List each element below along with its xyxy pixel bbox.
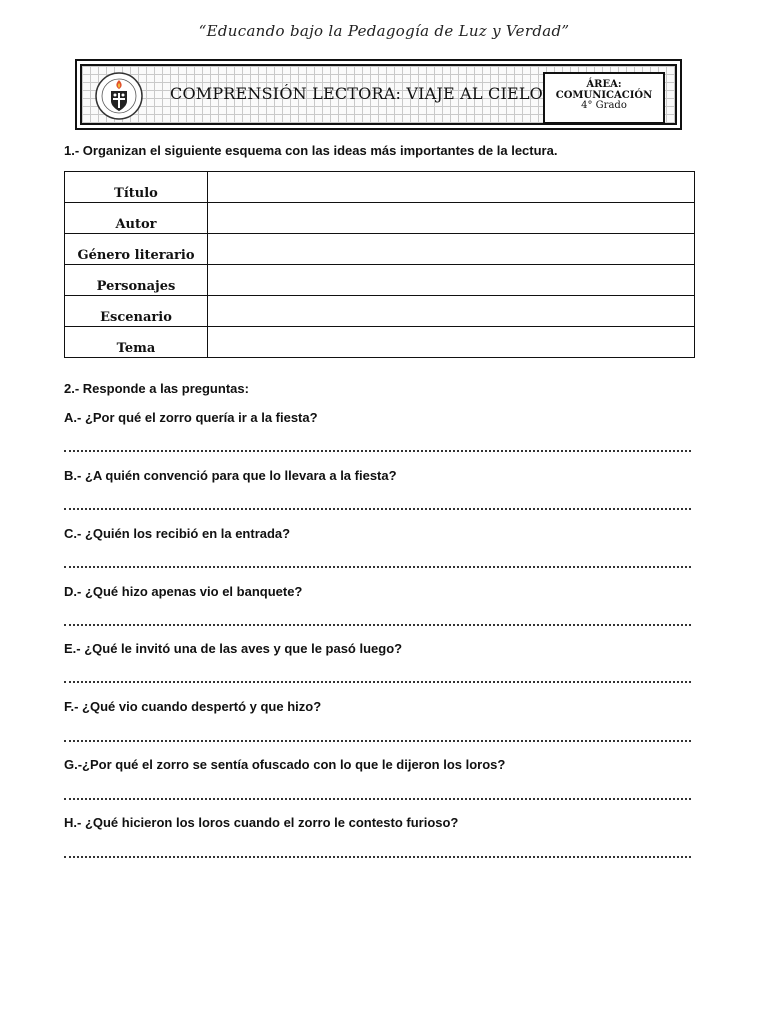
header-grid-panel — [80, 64, 677, 125]
school-motto: “Educando bajo la Pedagogía de Luz y Verdad” — [198, 22, 570, 40]
table-row — [65, 265, 695, 296]
section1-title: 1.- Organizan el siguiente esquema con las ideas más importantes de la lectura. — [64, 143, 558, 158]
table-row — [65, 327, 695, 358]
grade-label: 4° Grado — [581, 100, 627, 111]
worksheet-header — [75, 59, 682, 130]
worksheet-title: COMPRENSIÓN LECTORA: VIAJE AL CIELO — [170, 84, 543, 103]
question-c: C.- ¿Quién los recibió en la entrada? — [64, 526, 291, 541]
row-label-tema: Tema — [65, 327, 208, 358]
answer-line-f[interactable] — [64, 734, 691, 742]
table-row — [65, 203, 695, 234]
table-row — [65, 172, 695, 203]
area-value: COMUNICACIÓN — [555, 89, 653, 101]
answer-line-g[interactable] — [64, 792, 691, 800]
section2-title: 2.- Responde a las preguntas: — [64, 381, 249, 396]
question-b: B.- ¿A quién convenció para que lo llevara a la fiesta? — [64, 468, 397, 483]
reading-schema-table — [64, 171, 695, 358]
school-crest-icon — [94, 71, 144, 121]
area-box — [543, 72, 665, 124]
row-label-titulo: Título — [65, 172, 208, 203]
row-label-personajes: Personajes — [65, 265, 208, 296]
question-g: G.-¿Por qué el zorro se sentía ofuscado con lo que le dijeron los loros? — [64, 757, 506, 772]
area-label: ÁREA: — [586, 79, 622, 90]
answer-line-e[interactable] — [64, 675, 691, 683]
question-h: H.- ¿Qué hicieron los loros cuando el zorro le contesto furioso? — [64, 815, 459, 830]
answer-line-h[interactable] — [64, 850, 691, 858]
row-answer-titulo[interactable] — [208, 172, 695, 203]
row-answer-personajes[interactable] — [208, 265, 695, 296]
table-row — [65, 234, 695, 265]
answer-line-c[interactable] — [64, 560, 691, 568]
row-answer-genero[interactable] — [208, 234, 695, 265]
row-answer-tema[interactable] — [208, 327, 695, 358]
answer-line-b[interactable] — [64, 502, 691, 510]
table-row — [65, 296, 695, 327]
row-answer-autor[interactable] — [208, 203, 695, 234]
question-e: E.- ¿Qué le invitó una de las aves y que le pasó luego? — [64, 641, 403, 656]
row-label-autor: Autor — [65, 203, 208, 234]
question-d: D.- ¿Qué hizo apenas vio el banquete? — [64, 584, 303, 599]
row-answer-escenario[interactable] — [208, 296, 695, 327]
answer-line-a[interactable] — [64, 444, 691, 452]
row-label-escenario: Escenario — [65, 296, 208, 327]
question-f: F.- ¿Qué vio cuando despertó y que hizo? — [64, 699, 322, 714]
answer-line-d[interactable] — [64, 618, 691, 626]
question-a: A.- ¿Por qué el zorro quería ir a la fiesta? — [64, 410, 318, 425]
row-label-genero: Género literario — [65, 234, 208, 265]
